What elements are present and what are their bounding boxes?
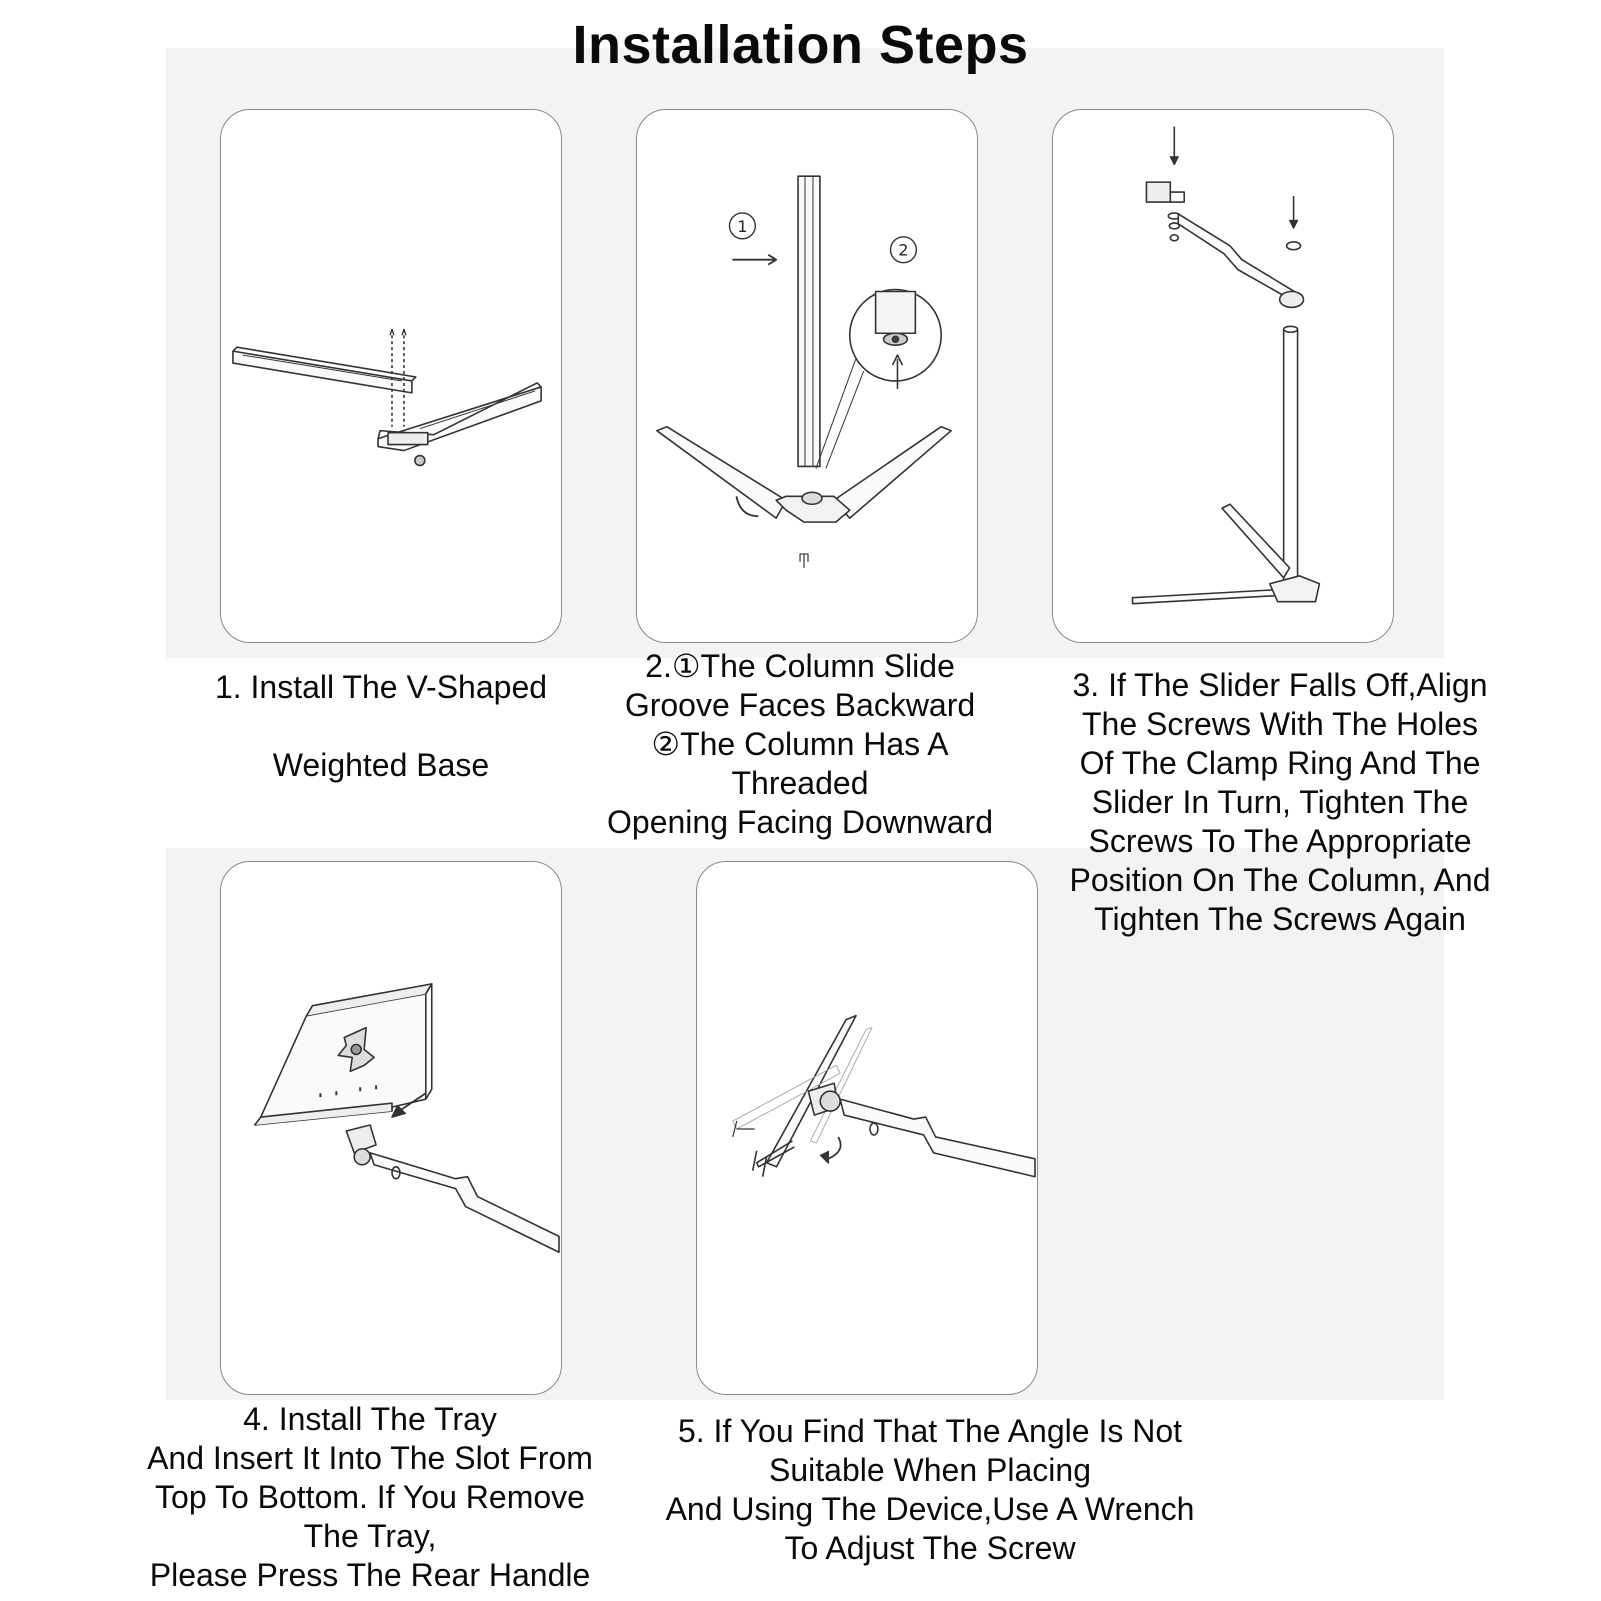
- step-3-illustration: [1052, 109, 1394, 643]
- step-4-caption-line: Top To Bottom. If You Remove: [155, 1479, 585, 1515]
- step-2-caption: [580, 647, 1020, 842]
- step-5-caption-line: 5. If You Find That The Angle Is Not: [677, 1413, 1183, 1449]
- step-2-caption-line: Groove Faces Backward: [624, 687, 976, 723]
- step-1-caption-line: Weighted Base: [272, 747, 490, 783]
- step-1-caption-line: 1. Install The V-Shaped: [214, 669, 548, 705]
- step-2-caption-line: ②The Column Has A: [651, 726, 949, 762]
- step-4-caption-line: And Insert It Into The Slot From: [147, 1440, 593, 1476]
- step-1-caption: [196, 668, 566, 785]
- step-3-caption-line: The Screws With The Holes: [1082, 706, 1478, 742]
- step-1-illustration: [220, 109, 562, 643]
- step-5-illustration: [696, 861, 1038, 1395]
- step-5-caption: [630, 1412, 1230, 1568]
- step-5-caption-line: To Adjust The Screw: [784, 1530, 1076, 1566]
- step-2-caption-line: Threaded: [731, 765, 869, 801]
- step-3-caption-line: Screws To The Appropriate: [1088, 823, 1472, 859]
- page-title: Installation Steps: [572, 15, 1029, 75]
- step-3-caption-line: Tighten The Screws Again: [1094, 901, 1466, 937]
- step-3-caption: [1030, 666, 1530, 939]
- step-3-caption-line: Position On The Column, And: [1069, 862, 1491, 898]
- step-1-caption-line: [196, 707, 566, 746]
- step-2-caption-line: Opening Facing Downward: [607, 804, 993, 840]
- step-2-illustration: [636, 109, 978, 643]
- step-4-caption-line: Please Press The Rear Handle: [149, 1557, 591, 1593]
- step-3-caption-line: 3. If The Slider Falls Off,Align: [1072, 667, 1488, 703]
- step-4-illustration: [220, 861, 562, 1395]
- step-4-caption: [110, 1400, 630, 1595]
- step-3-caption-line: Of The Clamp Ring And The: [1079, 745, 1481, 781]
- step-5-caption-line: And Using The Device,Use A Wrench: [665, 1491, 1195, 1527]
- step-2-caption-line: 2.①The Column Slide: [645, 648, 955, 684]
- step-3-caption-line: Slider In Turn, Tighten The: [1091, 784, 1469, 820]
- step-4-caption-line: 4. Install The Tray: [243, 1401, 497, 1437]
- step-4-caption-line: The Tray,: [303, 1518, 437, 1554]
- callout-marker-2: 2: [898, 240, 909, 260]
- step-5-caption-line: Suitable When Placing: [769, 1452, 1091, 1488]
- callout-marker-1: 1: [737, 216, 748, 236]
